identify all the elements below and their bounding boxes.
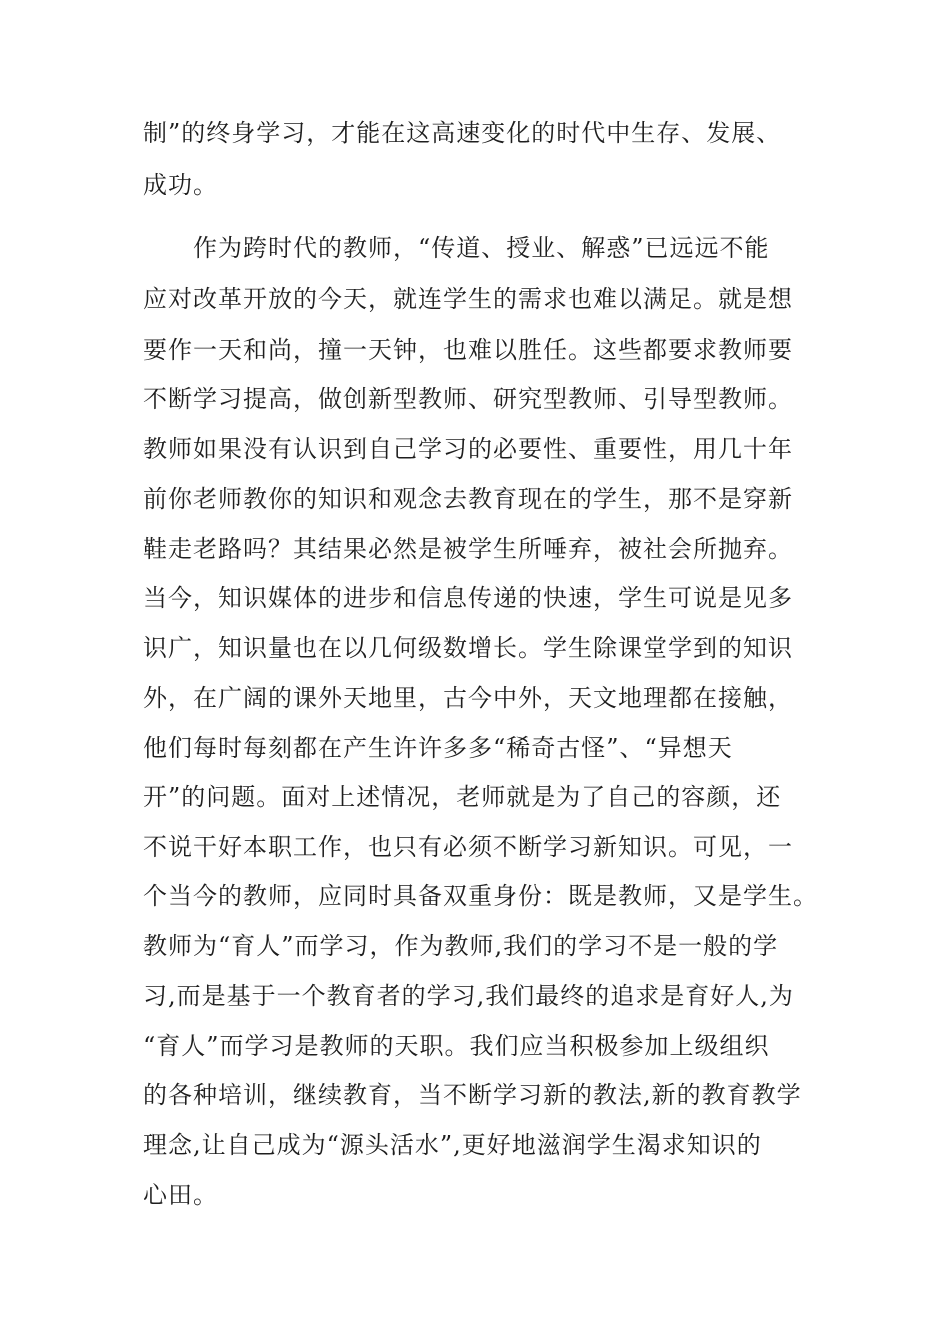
text-line: 成功。 [143,171,218,199]
text-line: 个当今的教师，应同时具备双重身份：既是教师，又是学生。 [143,882,818,910]
text-line: 开”的问题。面对上述情况，老师就是为了自己的容颜，还 [143,783,782,811]
text-line: 的各种培训，继续教育，当不断学习新的教法,新的教育教学 [143,1081,802,1109]
text-line: 心田。 [143,1181,218,1209]
text-line: 当今，知识媒体的进步和信息传递的快速，学生可说是见多 [143,584,793,612]
text-line: 应对改革开放的今天，就连学生的需求也难以满足。就是想 [143,285,793,313]
text-line: “育人”而学习是教师的天职。我们应当积极参加上级组织 [143,1032,770,1060]
text-line: 制”的终身学习，才能在这高速变化的时代中生存、发展、 [143,119,782,147]
text-line: 不断学习提高，做创新型教师、研究型教师、引导型教师。 [143,385,793,413]
text-line: 外，在广阔的课外天地里，古今中外，天文地理都在接触， [143,684,793,712]
text-line: 作为跨时代的教师，“传道、授业、解惑”已远远不能 [193,234,770,262]
text-line: 习,而是基于一个教育者的学习,我们最终的追求是育好人,为 [143,982,794,1010]
text-line: 教师为“育人”而学习，作为教师,我们的学习不是一般的学 [143,932,779,960]
text-line: 教师如果没有认识到自己学习的必要性、重要性，用几十年 [143,435,793,463]
text-line: 鞋走老路吗？其结果必然是被学生所唾弃，被社会所抛弃。 [143,535,793,563]
text-line: 他们每时每刻都在产生许许多多“稀奇古怪”、“异想天 [143,734,733,762]
text-line: 前你老师教你的知识和观念去教育现在的学生，那不是穿新 [143,485,793,513]
text-line: 理念,让自己成为“源头活水”,更好地滋润学生渴求知识的 [143,1131,762,1159]
text-line: 要作一天和尚，撞一天钟，也难以胜任。这些都要求教师要 [143,336,793,364]
text-line: 识广，知识量也在以几何级数增长。学生除课堂学到的知识 [143,634,793,662]
text-line: 不说干好本职工作，也只有必须不断学习新知识。可见，一 [143,833,793,861]
